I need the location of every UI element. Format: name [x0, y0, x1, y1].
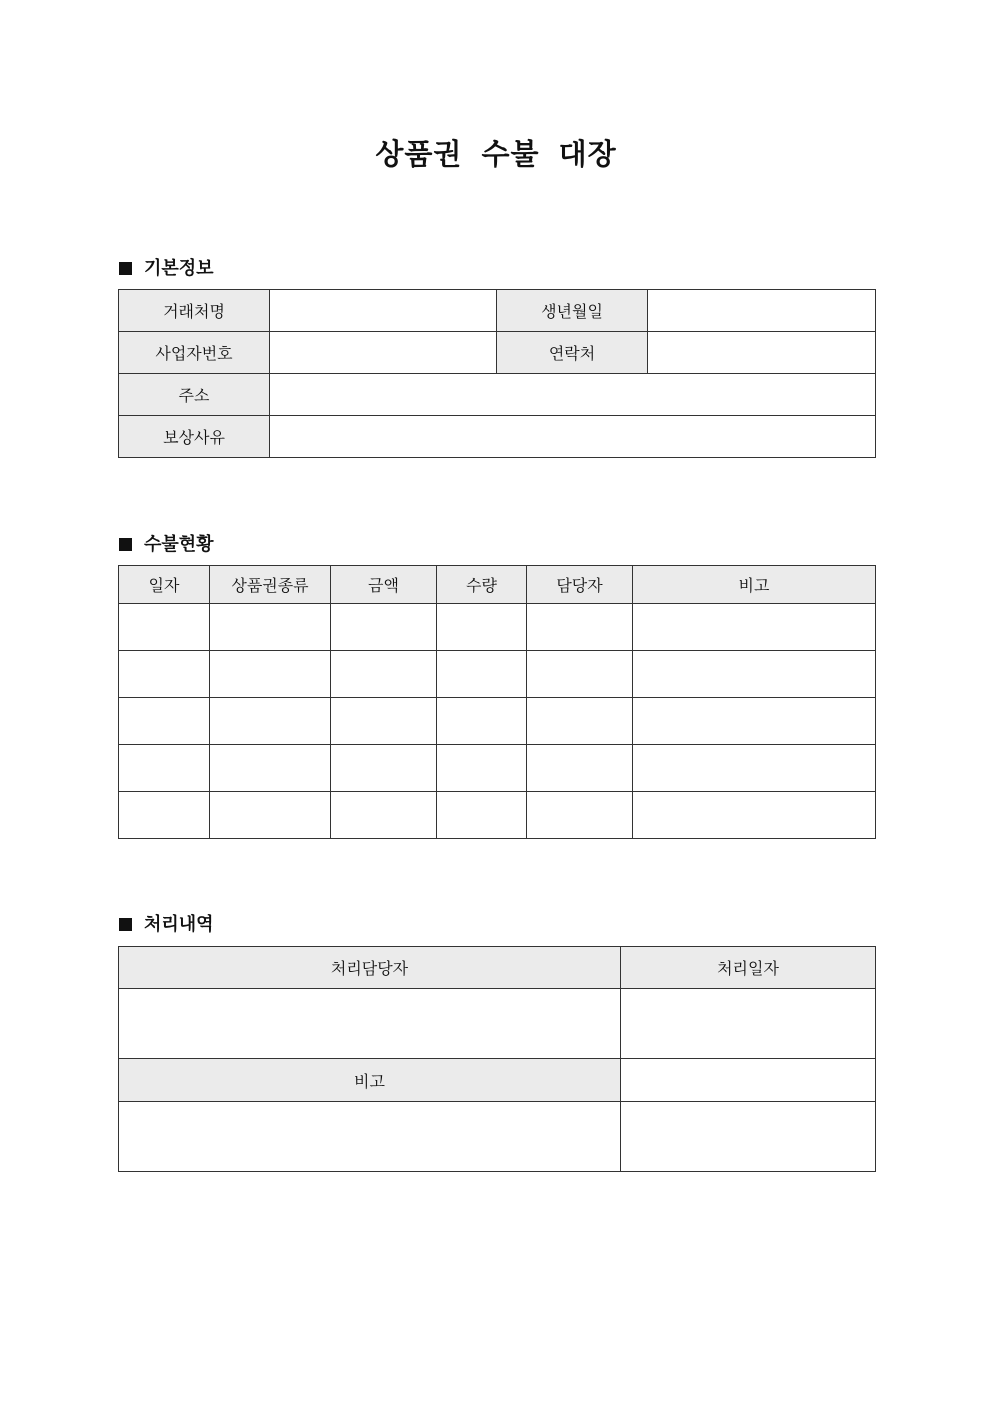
compensation-reason-field[interactable] — [270, 416, 876, 458]
table-row — [119, 651, 876, 698]
basic-info-heading-label: 기본정보 — [144, 258, 214, 279]
table-cell[interactable] — [119, 698, 210, 745]
client-name-field[interactable] — [270, 290, 497, 332]
client-name-label: 거래처명 — [119, 290, 270, 332]
table-cell[interactable] — [633, 651, 876, 698]
info-row-address — [119, 374, 876, 416]
processing-note-row — [119, 1102, 876, 1172]
table-cell[interactable] — [527, 792, 633, 839]
basic-info-heading — [119, 254, 214, 280]
business-number-label: 사업자번호 — [119, 332, 270, 374]
table-cell[interactable] — [210, 651, 331, 698]
info-row-business — [119, 332, 876, 374]
table-cell[interactable] — [210, 604, 331, 651]
processing-table — [118, 946, 876, 1172]
column-header-amount: 금액 — [331, 566, 437, 604]
table-cell[interactable] — [119, 651, 210, 698]
table-cell[interactable] — [633, 604, 876, 651]
note-field[interactable] — [119, 1102, 621, 1172]
address-field[interactable] — [270, 374, 876, 416]
table-cell[interactable] — [527, 745, 633, 792]
table-cell[interactable] — [210, 698, 331, 745]
document-title: 상품권 수불 대장 — [375, 137, 617, 171]
info-row-reason — [119, 416, 876, 458]
table-row — [119, 604, 876, 651]
handler-label: 처리담당자 — [119, 947, 621, 989]
flow-header-row — [119, 566, 876, 604]
business-number-field[interactable] — [270, 332, 497, 374]
table-cell[interactable] — [331, 604, 437, 651]
table-row — [119, 792, 876, 839]
note-side-field[interactable] — [621, 1102, 876, 1172]
column-header-quantity: 수량 — [437, 566, 527, 604]
table-cell[interactable] — [527, 698, 633, 745]
table-cell[interactable] — [119, 792, 210, 839]
address-label: 주소 — [119, 374, 270, 416]
table-row — [119, 745, 876, 792]
table-cell[interactable] — [331, 651, 437, 698]
processing-header-row — [119, 947, 876, 989]
flow-status-table — [118, 565, 876, 839]
table-cell[interactable] — [210, 792, 331, 839]
table-cell[interactable] — [437, 651, 527, 698]
processing-date-field[interactable] — [621, 989, 876, 1059]
birth-date-field[interactable] — [648, 290, 876, 332]
processing-note-header-row — [119, 1059, 876, 1102]
birth-date-label: 생년월일 — [497, 290, 648, 332]
table-cell[interactable] — [527, 651, 633, 698]
flow-status-heading — [119, 530, 214, 556]
table-cell[interactable] — [210, 745, 331, 792]
table-cell[interactable] — [331, 745, 437, 792]
column-header-manager: 담당자 — [527, 566, 633, 604]
processing-heading — [119, 910, 214, 936]
compensation-reason-label: 보상사유 — [119, 416, 270, 458]
table-cell[interactable] — [437, 698, 527, 745]
basic-info-table — [118, 289, 876, 458]
column-header-note: 비고 — [633, 566, 876, 604]
square-bullet-icon — [119, 918, 132, 931]
info-row-client — [119, 290, 876, 332]
processing-date-label: 처리일자 — [621, 947, 876, 989]
flow-status-heading-label: 수불현황 — [144, 534, 214, 555]
table-cell[interactable] — [331, 792, 437, 839]
processing-heading-label: 처리내역 — [144, 914, 214, 935]
square-bullet-icon — [119, 538, 132, 551]
table-cell[interactable] — [633, 792, 876, 839]
table-row — [119, 698, 876, 745]
note-label: 비고 — [119, 1059, 621, 1102]
contact-field[interactable] — [648, 332, 876, 374]
table-cell[interactable] — [527, 604, 633, 651]
column-header-date: 일자 — [119, 566, 210, 604]
table-cell[interactable] — [633, 745, 876, 792]
table-cell[interactable] — [437, 745, 527, 792]
square-bullet-icon — [119, 262, 132, 275]
table-cell[interactable] — [119, 604, 210, 651]
table-cell[interactable] — [633, 698, 876, 745]
handler-field[interactable] — [119, 989, 621, 1059]
table-cell[interactable] — [331, 698, 437, 745]
table-cell[interactable] — [437, 604, 527, 651]
column-header-voucher-type: 상품권종류 — [210, 566, 331, 604]
table-cell[interactable] — [119, 745, 210, 792]
processing-value-row — [119, 989, 876, 1059]
table-cell[interactable] — [437, 792, 527, 839]
contact-label: 연락처 — [497, 332, 648, 374]
note-side-top-field[interactable] — [621, 1059, 876, 1102]
